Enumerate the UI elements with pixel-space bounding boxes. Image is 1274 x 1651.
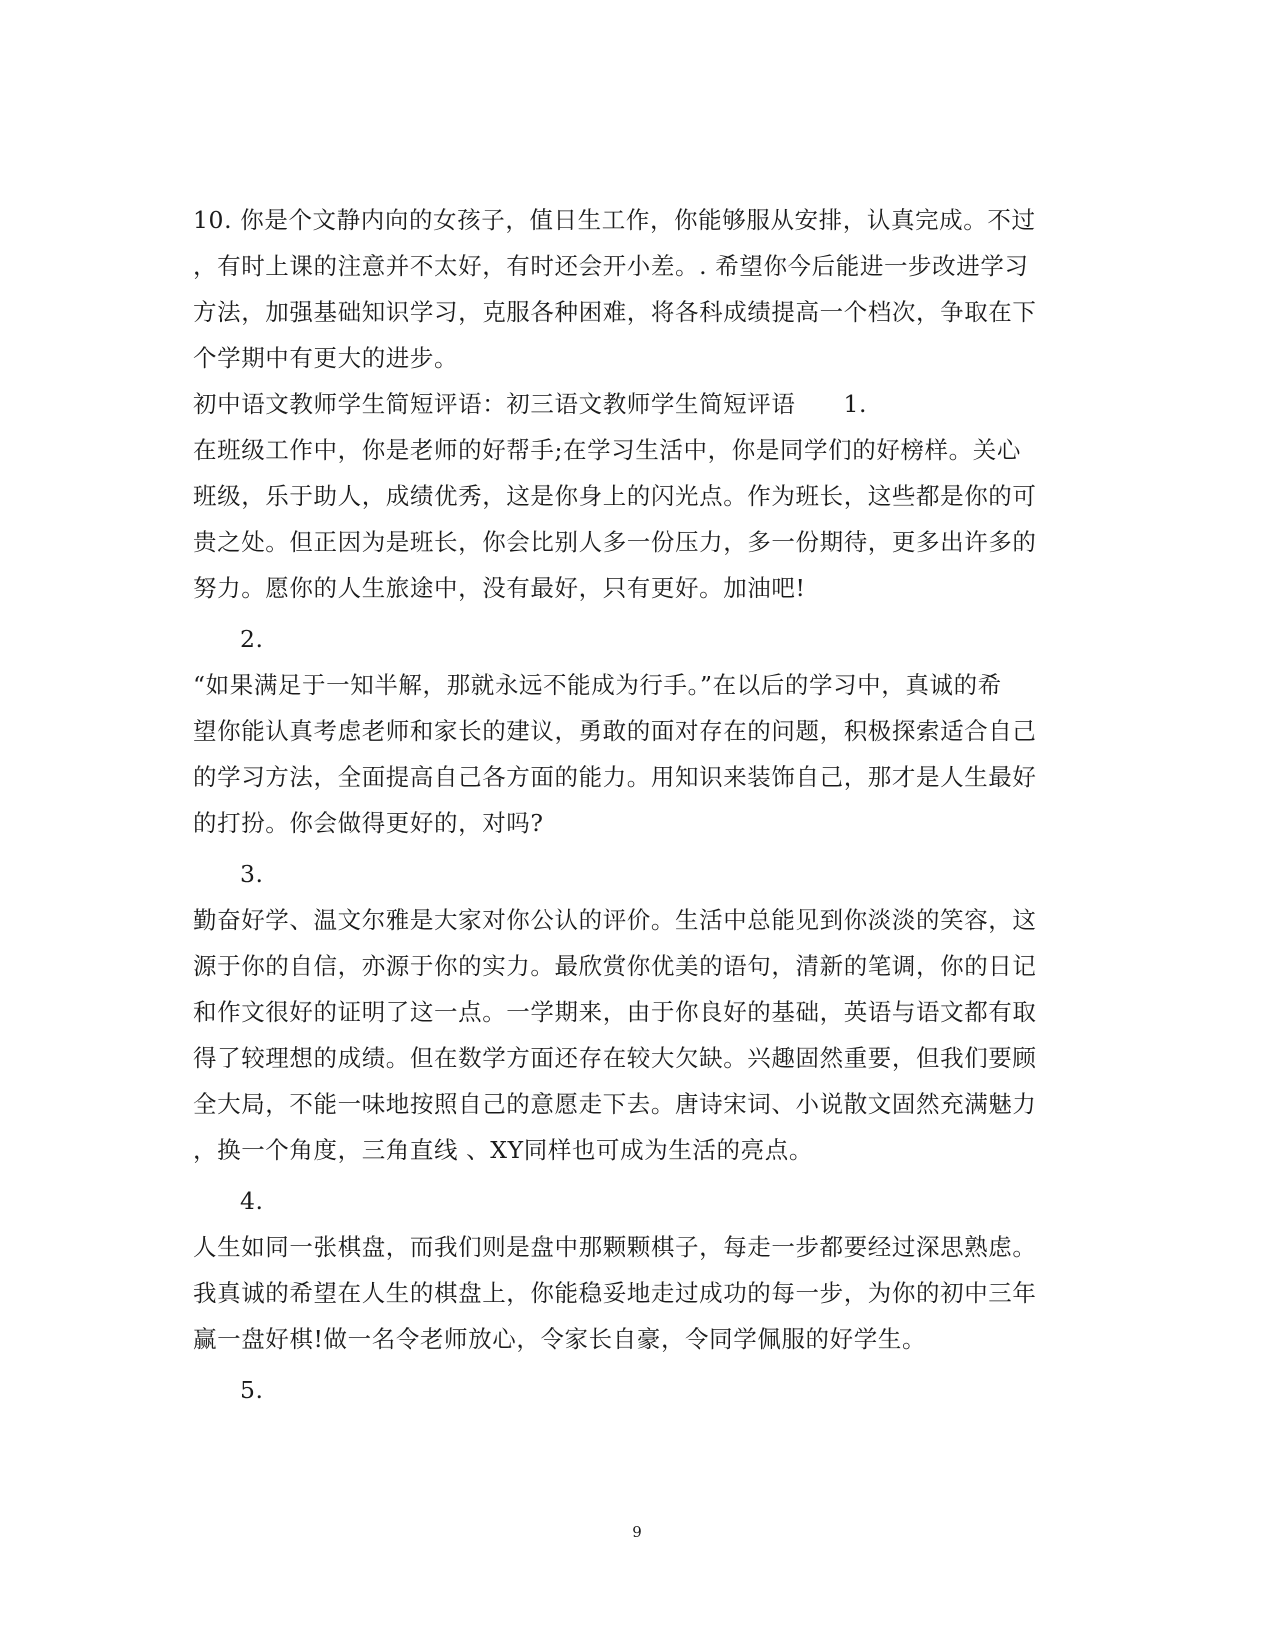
paragraph-line: 我真诚的希望在人生的棋盘上，你能稳妥地走过成功的每一步，为你的初中三年 [193,1279,1037,1307]
paragraph-line: ，有时上课的注意并不太好，有时还会开小差。. 希望你今后能进一步改进学习 [193,252,1029,280]
paragraph-line: 方法，加强基础知识学习，克服各种困难，将各科成绩提高一个档次，争取在下 [193,298,1037,326]
paragraph-line: 10. 你是个文静内向的女孩子，值日生工作，你能够服从安排，认真完成。不过 [193,206,1036,234]
paragraph-line: 得了较理想的成绩。但在数学方面还存在较大欠缺。兴趣固然重要，但我们要顾 [193,1044,1037,1072]
item-number: 3. [240,860,264,888]
section-heading-text: 初中语文教师学生简短评语：初三语文教师学生简短评语 [193,390,796,418]
paragraph-line: 源于你的自信，亦源于你的实力。最欣赏你优美的语句，清新的笔调，你的日记 [193,952,1037,980]
paragraph-line: 班级，乐于助人，成绩优秀，这是你身上的闪光点。作为班长，这些都是你的可 [193,482,1037,510]
paragraph-line: 努力。愿你的人生旅途中，没有最好，只有更好。加油吧! [193,574,806,602]
page-number: 9 [632,1523,642,1541]
paragraph-line: 贵之处。但正因为是班长，你会比别人多一份压力，多一份期待，更多出许多的 [193,528,1037,556]
item-number: 5. [240,1376,264,1404]
paragraph-line: 人生如同一张棋盘，而我们则是盘中那颗颗棋子，每走一步都要经过深思熟虑。 [193,1233,1037,1261]
item-number: 1. [843,390,868,418]
paragraph-line: “如果满足于一知半解，那就永远不能成为行手。”在以后的学习中，真诚的希 [193,671,1002,699]
section-heading [193,389,867,419]
paragraph-line: 的学习方法，全面提高自己各方面的能力。用知识来装饰自己，那才是人生最好 [193,763,1037,791]
paragraph-line: ，换一个角度，三角直线 、XY同样也可成为生活的亮点。 [193,1136,813,1164]
paragraph-line: 勤奋好学、温文尔雅是大家对你公认的评价。生活中总能见到你淡淡的笑容，这 [193,906,1037,934]
paragraph-line: 望你能认真考虑老师和家长的建议，勇敢的面对存在的问题，积极探索适合自己 [193,717,1037,745]
paragraph-line: 和作文很好的证明了这一点。一学期来，由于你良好的基础，英语与语文都有取 [193,998,1037,1026]
paragraph-line: 的打扮。你会做得更好的，对吗? [193,809,544,837]
paragraph-line: 赢一盘好棋!做一名令老师放心，令家长自豪，令同学佩服的好学生。 [193,1325,927,1353]
item-number: 2. [240,625,264,653]
item-number: 4. [240,1187,264,1215]
paragraph-line: 在班级工作中，你是老师的好帮手;在学习生活中，你是同学们的好榜样。关心 [193,436,1021,464]
paragraph-line: 全大局，不能一味地按照自己的意愿走下去。唐诗宋词、小说散文固然充满魅力 [193,1090,1037,1118]
paragraph-line: 个学期中有更大的进步。 [193,344,459,372]
